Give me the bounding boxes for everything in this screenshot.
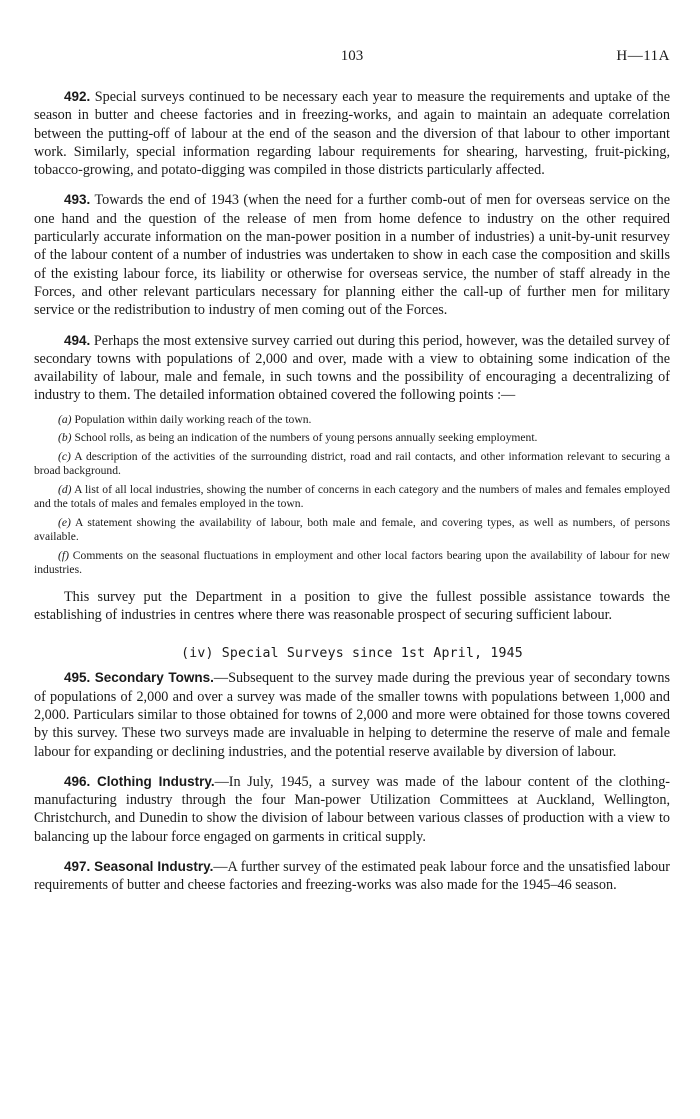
page-header xyxy=(34,48,670,68)
point-text: School rolls, as being an indication of the numbers of young persons annually seeking employment. xyxy=(74,431,538,445)
point-label: (f) xyxy=(58,548,69,562)
document-reference: H—11A xyxy=(616,48,670,64)
point-label: (b) xyxy=(58,431,72,445)
point-text: Comments on the seasonal fluctuations in employment and other local factors bearing upon the availability of labour for new industries. xyxy=(34,548,670,577)
paragraph-number: 495. xyxy=(64,670,91,686)
point-label: (d) xyxy=(58,482,72,496)
point-label: (c) xyxy=(58,449,71,463)
survey-point xyxy=(34,431,670,446)
point-label: (e) xyxy=(58,515,71,529)
survey-point xyxy=(34,516,670,545)
paragraph-text: —Subsequent to the survey made during the previous year of secondary towns of populations of 2,000 and over a survey was made of the smaller towns with populations between 1,000 and 2,000. Particulars similar to those obtained for towns of 2,000 and more were obtained for those towns covered by this survey. These two surveys made are invaluable in helping to determine the reserve of male and female labour for expanding or declining industries, and the potential reserve available by diversion of labour. xyxy=(34,670,671,760)
paragraph-text: —In July, 1945, a survey was made of the labour content of the clothing-manufacturing industry through the four Man-power Utilization Committees at Auckland, Wellington, Christchurch, and Dunedin to show the division of labour between various classes of production with a view to balancing up the labour force engaged on garments in critical supply. xyxy=(34,773,671,845)
paragraph-494 xyxy=(34,332,670,405)
section-heading: (iv) Special Surveys since 1st April, 1945 xyxy=(181,646,523,662)
paragraph-title: Clothing Industry. xyxy=(96,773,215,789)
paragraph-492 xyxy=(34,88,670,179)
page-number: 103 xyxy=(340,48,364,64)
paragraph-495 xyxy=(34,669,670,760)
survey-point xyxy=(34,413,670,428)
survey-point xyxy=(34,483,670,512)
survey-point xyxy=(34,450,670,479)
point-text: A list of all local industries, showing the number of concerns in each category and the numbers of males and females employed and the totals of males and females employed in the town. xyxy=(34,482,671,511)
point-text: A description of the activities of the surrounding district, road and rail contacts, and other information relevant to securing a broad background. xyxy=(34,449,670,478)
survey-points-list xyxy=(34,413,670,578)
paragraphs-after xyxy=(34,669,670,894)
paragraph-number: 492. xyxy=(64,89,91,104)
closing-paragraph: This survey put the Department in a position to give the fullest possible assistance towards the establishing of industries in centres where there was reasonable prospect of securing sufficient labour. xyxy=(34,588,670,624)
paragraph-number: 497. xyxy=(64,859,91,875)
paragraph-title: Secondary Towns. xyxy=(94,670,214,686)
point-label: (a) xyxy=(58,412,72,426)
paragraph-number: 494. xyxy=(64,332,91,348)
paragraphs-before xyxy=(34,88,670,405)
survey-point xyxy=(34,549,670,578)
page-body xyxy=(34,88,670,907)
paragraph-text: Towards the end of 1943 (when the need for a further comb-out of men for overseas service on the one hand and the question of the release of men from home defence to industry on the other required particularly accurate information on the man-power position in a number of industries) a unit-by-unit resurvey of the labour content of a number of industries was undertaken to show in each case the composition and skills of the existing labour force, its liability or otherwise for overseas service, the number of staff already in the Forces, and other relevant particulars necessary for planning either the call-up of further men for military service or the redistribution to industry of men coming out of the Forces. xyxy=(34,192,670,319)
paragraph-number: 493. xyxy=(64,192,91,208)
paragraph-497 xyxy=(34,858,670,895)
paragraph-496 xyxy=(34,773,670,846)
paragraph-493 xyxy=(34,191,670,319)
point-text: A statement showing the availability of labour, both male and female, and covering types, as well as numbers, of persons available. xyxy=(34,515,670,544)
paragraph-title: Seasonal Industry. xyxy=(94,859,214,875)
paragraph-text: Special surveys continued to be necessary each year to measure the requirements and uptake of the season in butter and cheese factories and in freezing-works, and again to maintain an adequate correlation between the putting-off of labour at the end of the season and the diversion of that labour to other important work. Similarly, special information regarding labour requirements for shearing, harvesting, fruit-picking, tobacco-growing, and potato-digging was compiled in those districts particularly affected. xyxy=(34,89,671,179)
paragraph-number: 496. xyxy=(64,773,91,789)
paragraph-text: —A further survey of the estimated peak labour force and the unsatisfied labour requirements of butter and cheese factories and freezing-works was also made for the 1945–46 season. xyxy=(34,859,670,894)
paragraph-text: Perhaps the most extensive survey carried out during this period, however, was the detailed survey of secondary towns with populations of 2,000 and over, made with a view to obtaining some indication of the availability of labour, male and female, in such towns and the possibility of encouraging a decentralizing of industry to them. The detailed information obtained covered the following points :— xyxy=(34,332,670,404)
point-text: Population within daily working reach of the town. xyxy=(74,412,312,426)
